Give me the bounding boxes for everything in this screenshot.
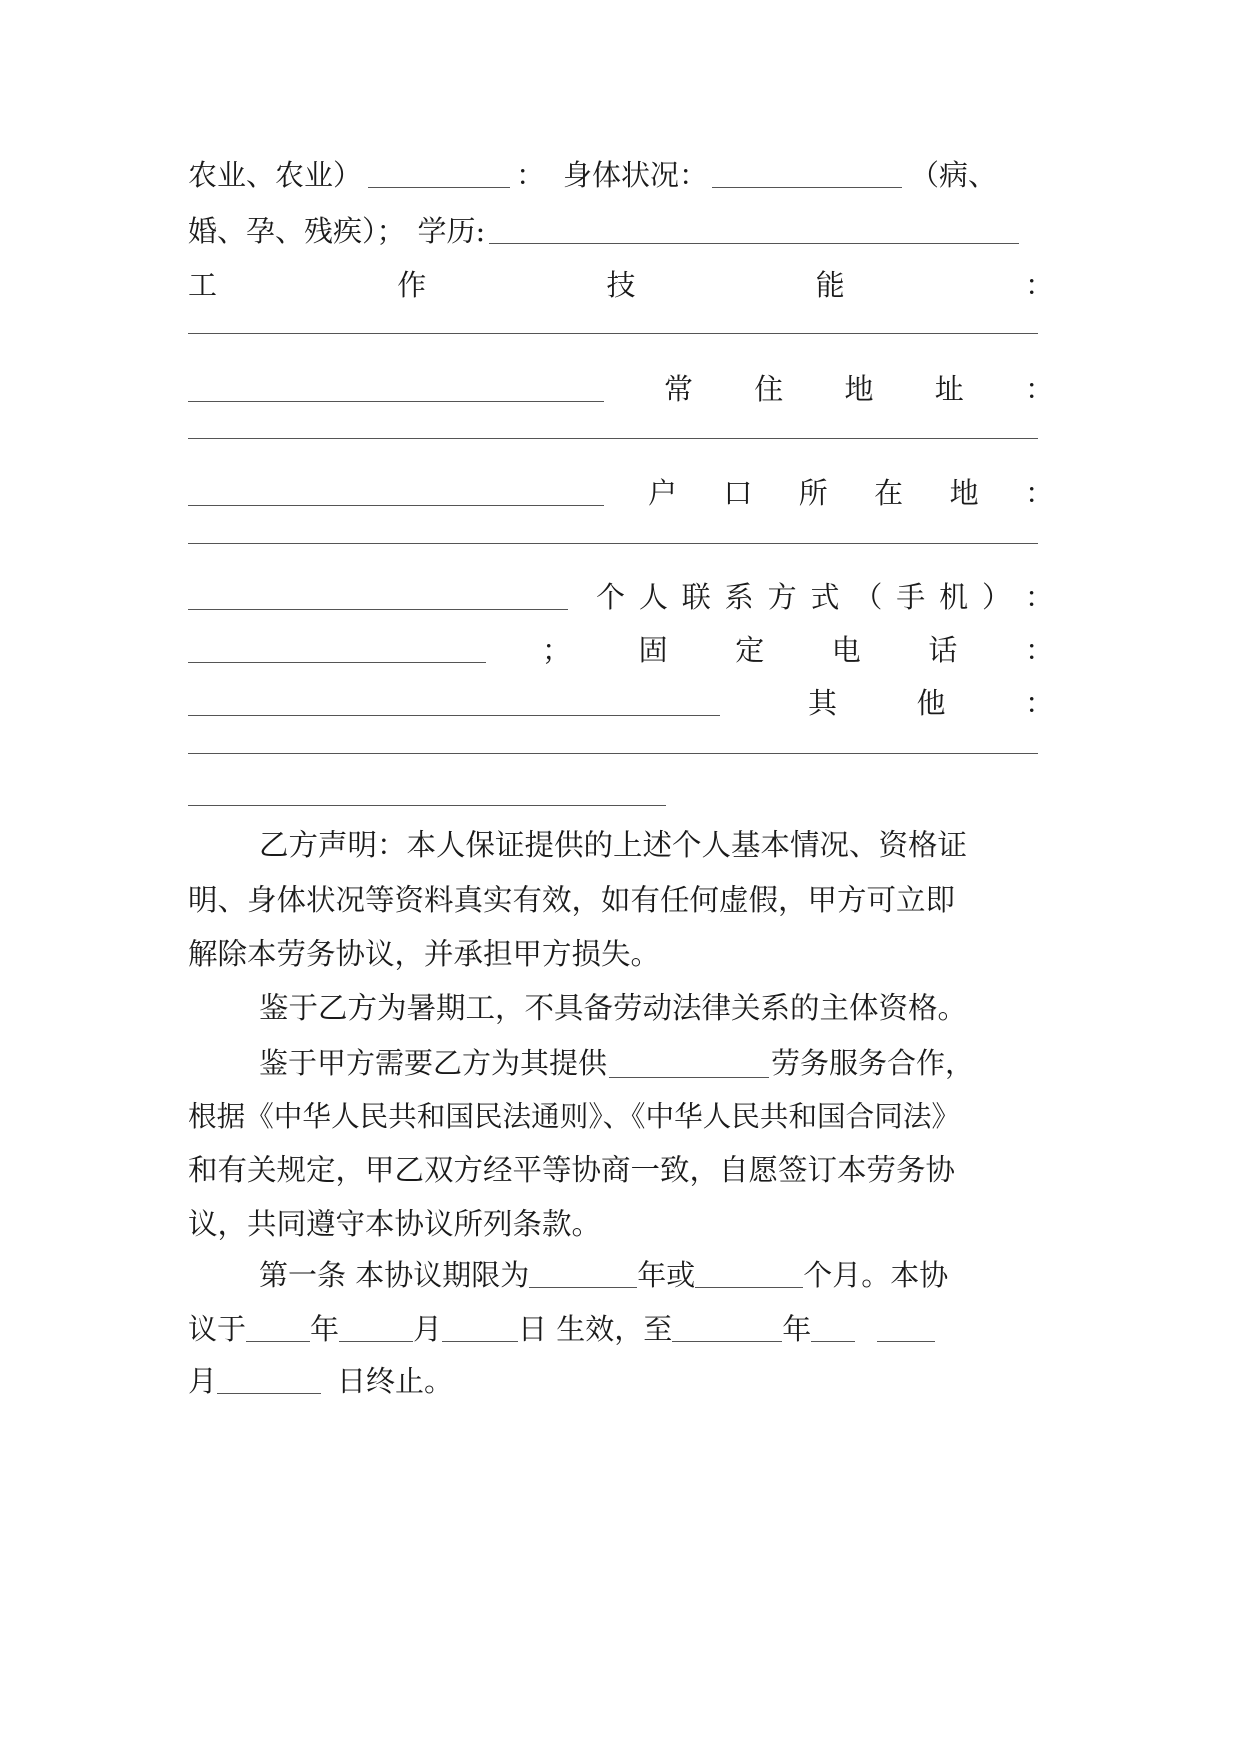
article1-line2	[188, 1304, 1054, 1344]
blank-address	[188, 438, 1038, 439]
blank-mobile	[188, 660, 486, 663]
para-summer-worker: 鉴于乙方为暑期工，不具备劳动法律关系的主体资格。	[259, 991, 968, 1025]
blank-skills	[188, 333, 1038, 334]
phone-label	[542, 633, 1054, 667]
skills-label	[188, 260, 1054, 300]
para-service-line3: 和有关规定，甲乙双方经平等协商一致，自愿签订本劳务协	[188, 1153, 956, 1187]
line-hukou	[188, 468, 1054, 508]
char: 在	[874, 476, 904, 510]
address-label	[664, 372, 1054, 406]
para-service-line1	[188, 1038, 1054, 1078]
char: 话	[928, 633, 958, 667]
declaration-line2: 明、身体状况等资料真实有效，如有任何虚假，甲方可立即	[188, 883, 956, 917]
char: 他	[916, 686, 946, 720]
char: 式	[810, 580, 840, 614]
char: 系	[724, 580, 754, 614]
text-art1-e: 年	[310, 1312, 340, 1346]
char: ：	[1024, 686, 1054, 720]
text-art1-g: 日 生效，至	[518, 1312, 673, 1346]
char: 户	[648, 476, 678, 510]
char: 能	[815, 268, 845, 302]
char: 方	[767, 580, 797, 614]
contact-label	[596, 580, 1054, 614]
blank-education	[489, 241, 1019, 244]
line-contact	[188, 572, 1054, 612]
char: ：	[1024, 268, 1054, 302]
article1-line3	[188, 1356, 1054, 1396]
blank-end-month-a	[811, 1339, 855, 1342]
blank-end-day	[217, 1391, 321, 1394]
line-phone	[188, 625, 1054, 665]
char: 住	[754, 372, 784, 406]
char: 人	[638, 580, 668, 614]
hukou-label	[648, 476, 1054, 510]
blank-hukou	[188, 543, 1038, 544]
text-service-a: 鉴于甲方需要乙方为其提供	[259, 1046, 608, 1080]
line-occupation-health	[188, 150, 1054, 190]
text-agri: 农业、农业）	[188, 158, 363, 192]
blank-household-type	[368, 185, 510, 188]
text-art1-b: 年或	[637, 1258, 696, 1292]
char: 地	[949, 476, 979, 510]
blank-hukou-cont	[188, 607, 568, 610]
article1-line1	[188, 1250, 1054, 1290]
char: 常	[664, 372, 694, 406]
blank-years	[529, 1285, 637, 1288]
char: 所	[798, 476, 828, 510]
char: 技	[606, 268, 636, 302]
char: 个	[596, 580, 626, 614]
text-illness: （病、	[910, 158, 998, 192]
char: ：	[1024, 580, 1054, 614]
char: ：	[1024, 372, 1054, 406]
text-education-label: 学历:	[417, 214, 486, 248]
blank-skills-cont	[188, 399, 604, 402]
blank-other	[188, 753, 1038, 754]
char: 口	[723, 476, 753, 510]
blank-other-cont	[188, 805, 666, 806]
char: 其	[808, 686, 838, 720]
char: ：	[1024, 633, 1054, 667]
blank-end-month-b	[877, 1339, 935, 1342]
text-art1-j: 日终止。	[337, 1364, 454, 1398]
char: 作	[397, 268, 427, 302]
char: 联	[681, 580, 711, 614]
char: 定	[735, 633, 765, 667]
declaration-line1: 乙方声明：本人保证提供的上述个人基本情况、资格证	[259, 828, 968, 862]
blank-start-month	[339, 1339, 413, 1342]
text-art1-a: 第一条 本协议期限为	[259, 1258, 530, 1292]
blank-landline	[188, 713, 720, 716]
char: ：	[1024, 476, 1054, 510]
text-art1-f: 月	[413, 1312, 443, 1346]
para-service-line2: 根据《中华人民共和国民法通则》、《中华人民共和国合同法》	[188, 1099, 961, 1133]
line-other	[188, 678, 1054, 718]
blank-health	[712, 185, 902, 188]
text-art1-i: 月	[188, 1364, 218, 1398]
char: ）	[982, 580, 1012, 614]
text-service-b: 劳务服务合作，	[771, 1046, 975, 1080]
text-health-label: 身体状况：	[563, 158, 709, 192]
blank-address-cont	[188, 503, 604, 506]
char: 址	[934, 372, 964, 406]
blank-end-year	[672, 1339, 782, 1342]
char: （	[853, 580, 883, 614]
char: 机	[939, 580, 969, 614]
text-art1-d: 议于	[188, 1312, 247, 1346]
line-education	[188, 206, 1054, 246]
char: 地	[844, 372, 874, 406]
char: 电	[831, 633, 861, 667]
blank-service	[609, 1075, 769, 1078]
text-art1-c: 个月。本协	[803, 1258, 949, 1292]
declaration-line3: 解除本劳务协议，并承担甲方损失。	[188, 937, 661, 971]
line-address	[188, 364, 1054, 404]
char: 手	[896, 580, 926, 614]
blank-start-day	[442, 1339, 518, 1342]
char: 工	[188, 268, 218, 302]
other-label	[808, 686, 1054, 720]
blank-start-year	[246, 1339, 310, 1342]
char: ；	[542, 633, 572, 667]
text-art1-h: 年	[782, 1312, 812, 1346]
text-colon: ：	[516, 158, 546, 192]
text-marriage: 婚、孕、残疾）；	[188, 214, 406, 248]
char: 固	[638, 633, 668, 667]
para-service-line4: 议，共同遵守本协议所列条款。	[188, 1207, 602, 1241]
blank-months	[695, 1285, 803, 1288]
